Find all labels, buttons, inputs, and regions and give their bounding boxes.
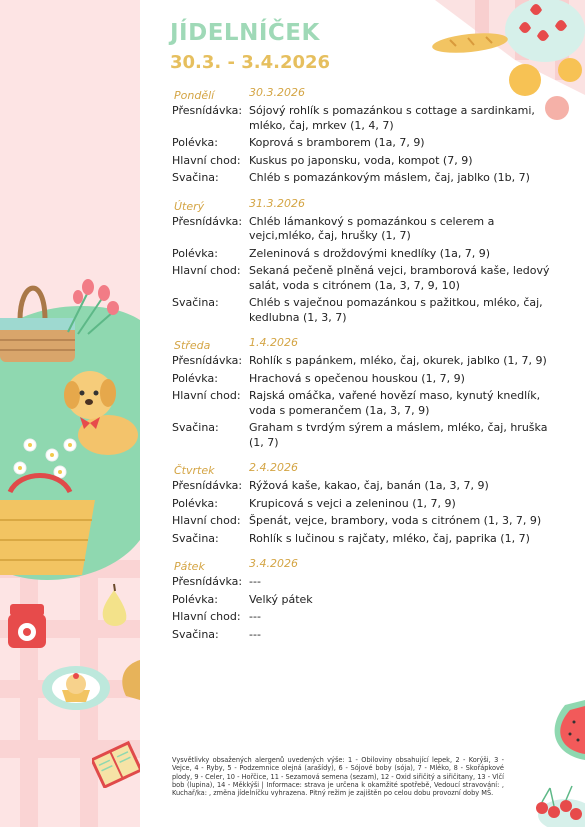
baguette-icon <box>430 28 510 58</box>
menu-days <box>172 86 552 653</box>
meal-row <box>172 372 552 387</box>
meal-row <box>172 104 552 133</box>
meal-text: Krupicová s vejci a zeleninou (1, 7, 9) <box>249 496 456 510</box>
day-name: Úterý <box>174 199 205 213</box>
jam-jar-icon <box>6 604 48 650</box>
day-monday <box>172 86 552 186</box>
meal-row <box>172 514 552 529</box>
meal-text: Hrachová s opečenou houskou (1, 7, 9) <box>249 371 465 385</box>
pear-icon <box>98 582 130 630</box>
meal-row <box>172 593 552 608</box>
meal-text: Sójový rohlík s pomazánkou s cottage a sardinkami, mléko, čaj, mrkev (1, 4, 7) <box>249 104 535 132</box>
meal-label: Svačina: <box>172 171 219 184</box>
book-icon <box>92 740 140 788</box>
meal-label: Svačina: <box>172 421 219 434</box>
meal-text: --- <box>249 627 261 641</box>
meal-label: Přesnídávka: <box>172 479 243 492</box>
meal-label: Hlavní chod: <box>172 389 241 402</box>
meal-text: Zeleninová s droždovými knedlíky (1a, 7, 9) <box>249 246 491 260</box>
daisy-basket-icon <box>0 430 100 580</box>
allergen-footnote: Vysvětlivky obsažených alergenů uvedených výše: 1 - Obiloviny obsahující lepek, 2 - Korýši, 3 - Vejce, 4 - Ryby, 5 - Podzemnice olejná (arašídy), 6 - Sójové boby (sója), 7 - Mléko, 8 - Skořápkové plody, 9 - Celer, 10 - Hořčice, 11 - Sezamová semena (sezam), 12 - Oxid siřičitý a siřičitany, 13 - Vlčí bob (lupina), 14 - Měkkýši | Informace: strava je určena k okamžité spotřebě, Vedoucí stravování: , Kuchař/ka: , změna jídelníčku vyhrazena. Pitný režim je zajištěn po celou dobu provozní doby MŠ. <box>172 756 504 798</box>
meal-text: Sekaná pečeně plněná vejci, bramborová kaše, ledový salát, voda s citrónem (1a, 3, 7, 9, 10) <box>249 264 550 292</box>
meal-row <box>172 136 552 151</box>
meal-row <box>172 532 552 547</box>
meal-label: Polévka: <box>172 371 218 385</box>
day-name: Čtvrtek <box>174 464 215 477</box>
day-wednesday <box>172 336 552 450</box>
meal-row <box>172 610 552 625</box>
meal-text: Rajská omáčka, vařené hovězí maso, kynutý knedlík, voda s pomerančem (1a, 3, 7, 9) <box>249 389 541 417</box>
meal-text: Graham s tvrdým sýrem a máslem, mléko, čaj, hruška (1, 7) <box>249 421 548 449</box>
meal-label: Svačina: <box>172 531 219 545</box>
day-name: Pondělí <box>174 89 215 102</box>
croissant-icon <box>118 660 140 700</box>
left-decoration <box>0 0 140 827</box>
day-tuesday <box>172 197 552 326</box>
day-name: Pátek <box>174 560 205 573</box>
meal-text: Chléb s pomazánkovým máslem, čaj, jablko (1b, 7) <box>249 171 530 184</box>
meal-row <box>172 171 552 186</box>
day-date: 1.4.2026 <box>249 336 298 349</box>
meal-text: --- <box>249 575 261 588</box>
day-date: 30.3.2026 <box>249 86 305 99</box>
day-date: 31.3.2026 <box>249 196 305 210</box>
meal-row <box>172 497 552 512</box>
day-name: Středa <box>174 339 211 352</box>
meal-row <box>172 421 552 450</box>
meal-label: Svačina: <box>172 627 219 641</box>
meal-text: Rýžová kaše, kakao, čaj, banán (1a, 3, 7, 9) <box>249 479 489 492</box>
meal-label: Polévka: <box>172 592 218 606</box>
day-friday <box>172 557 552 642</box>
meal-label: Hlavní chod: <box>172 264 241 277</box>
meal-label: Polévka: <box>172 136 218 149</box>
day-thursday <box>172 461 552 546</box>
meal-row <box>172 215 552 244</box>
meal-row <box>172 389 552 418</box>
meal-text: Velký pátek <box>249 592 313 606</box>
day-date: 3.4.2026 <box>249 557 298 570</box>
date-range: 30.3. - 3.4.2026 <box>170 52 331 73</box>
meal-text: Špenát, vejce, brambory, voda s citrónem (1, 3, 7, 9) <box>249 514 542 527</box>
meal-text: Kuskus po japonsku, voda, kompot (7, 9) <box>249 153 473 167</box>
meal-label: Polévka: <box>172 496 218 510</box>
cupcake-plate-icon <box>40 660 112 712</box>
meal-text: Chléb lámankový s pomazánkou s celerem a vejci,mléko, čaj, hrušky (1, 7) <box>249 214 495 242</box>
meal-text: Rohlík s lučinou s rajčaty, mléko, čaj, paprika (1, 7) <box>249 531 530 545</box>
meal-label: Přesnídávka: <box>172 575 243 588</box>
cherries-icon <box>528 770 585 827</box>
meal-row <box>172 247 552 262</box>
meal-row <box>172 296 552 325</box>
meal-label: Hlavní chod: <box>172 153 241 167</box>
tulips-icon <box>58 272 120 340</box>
meal-label: Přesnídávka: <box>172 354 243 367</box>
meal-label: Přesnídávka: <box>172 104 243 117</box>
meal-label: Hlavní chod: <box>172 514 241 527</box>
meal-label: Svačina: <box>172 296 219 309</box>
page-title: JÍDELNÍČEK <box>170 20 320 46</box>
day-date: 2.4.2026 <box>249 461 298 474</box>
meal-text: --- <box>249 610 261 623</box>
meal-row <box>172 354 552 369</box>
meal-row <box>172 575 552 590</box>
meal-row <box>172 154 552 169</box>
meal-row <box>172 479 552 494</box>
meal-label: Polévka: <box>172 246 218 260</box>
meal-text: Rohlík s papánkem, mléko, čaj, okurek, jablko (1, 7, 9) <box>249 354 547 367</box>
watermelon-icon <box>540 700 585 770</box>
meal-label: Přesnídávka: <box>172 214 243 228</box>
meal-text: Koprová s bramborem (1a, 7, 9) <box>249 136 425 149</box>
meal-row <box>172 264 552 293</box>
meal-label: Hlavní chod: <box>172 610 241 623</box>
meal-text: Chléb s vaječnou pomazánkou s pažitkou, mléko, čaj, kedlubna (1, 3, 7) <box>249 296 543 324</box>
meal-row <box>172 628 552 643</box>
